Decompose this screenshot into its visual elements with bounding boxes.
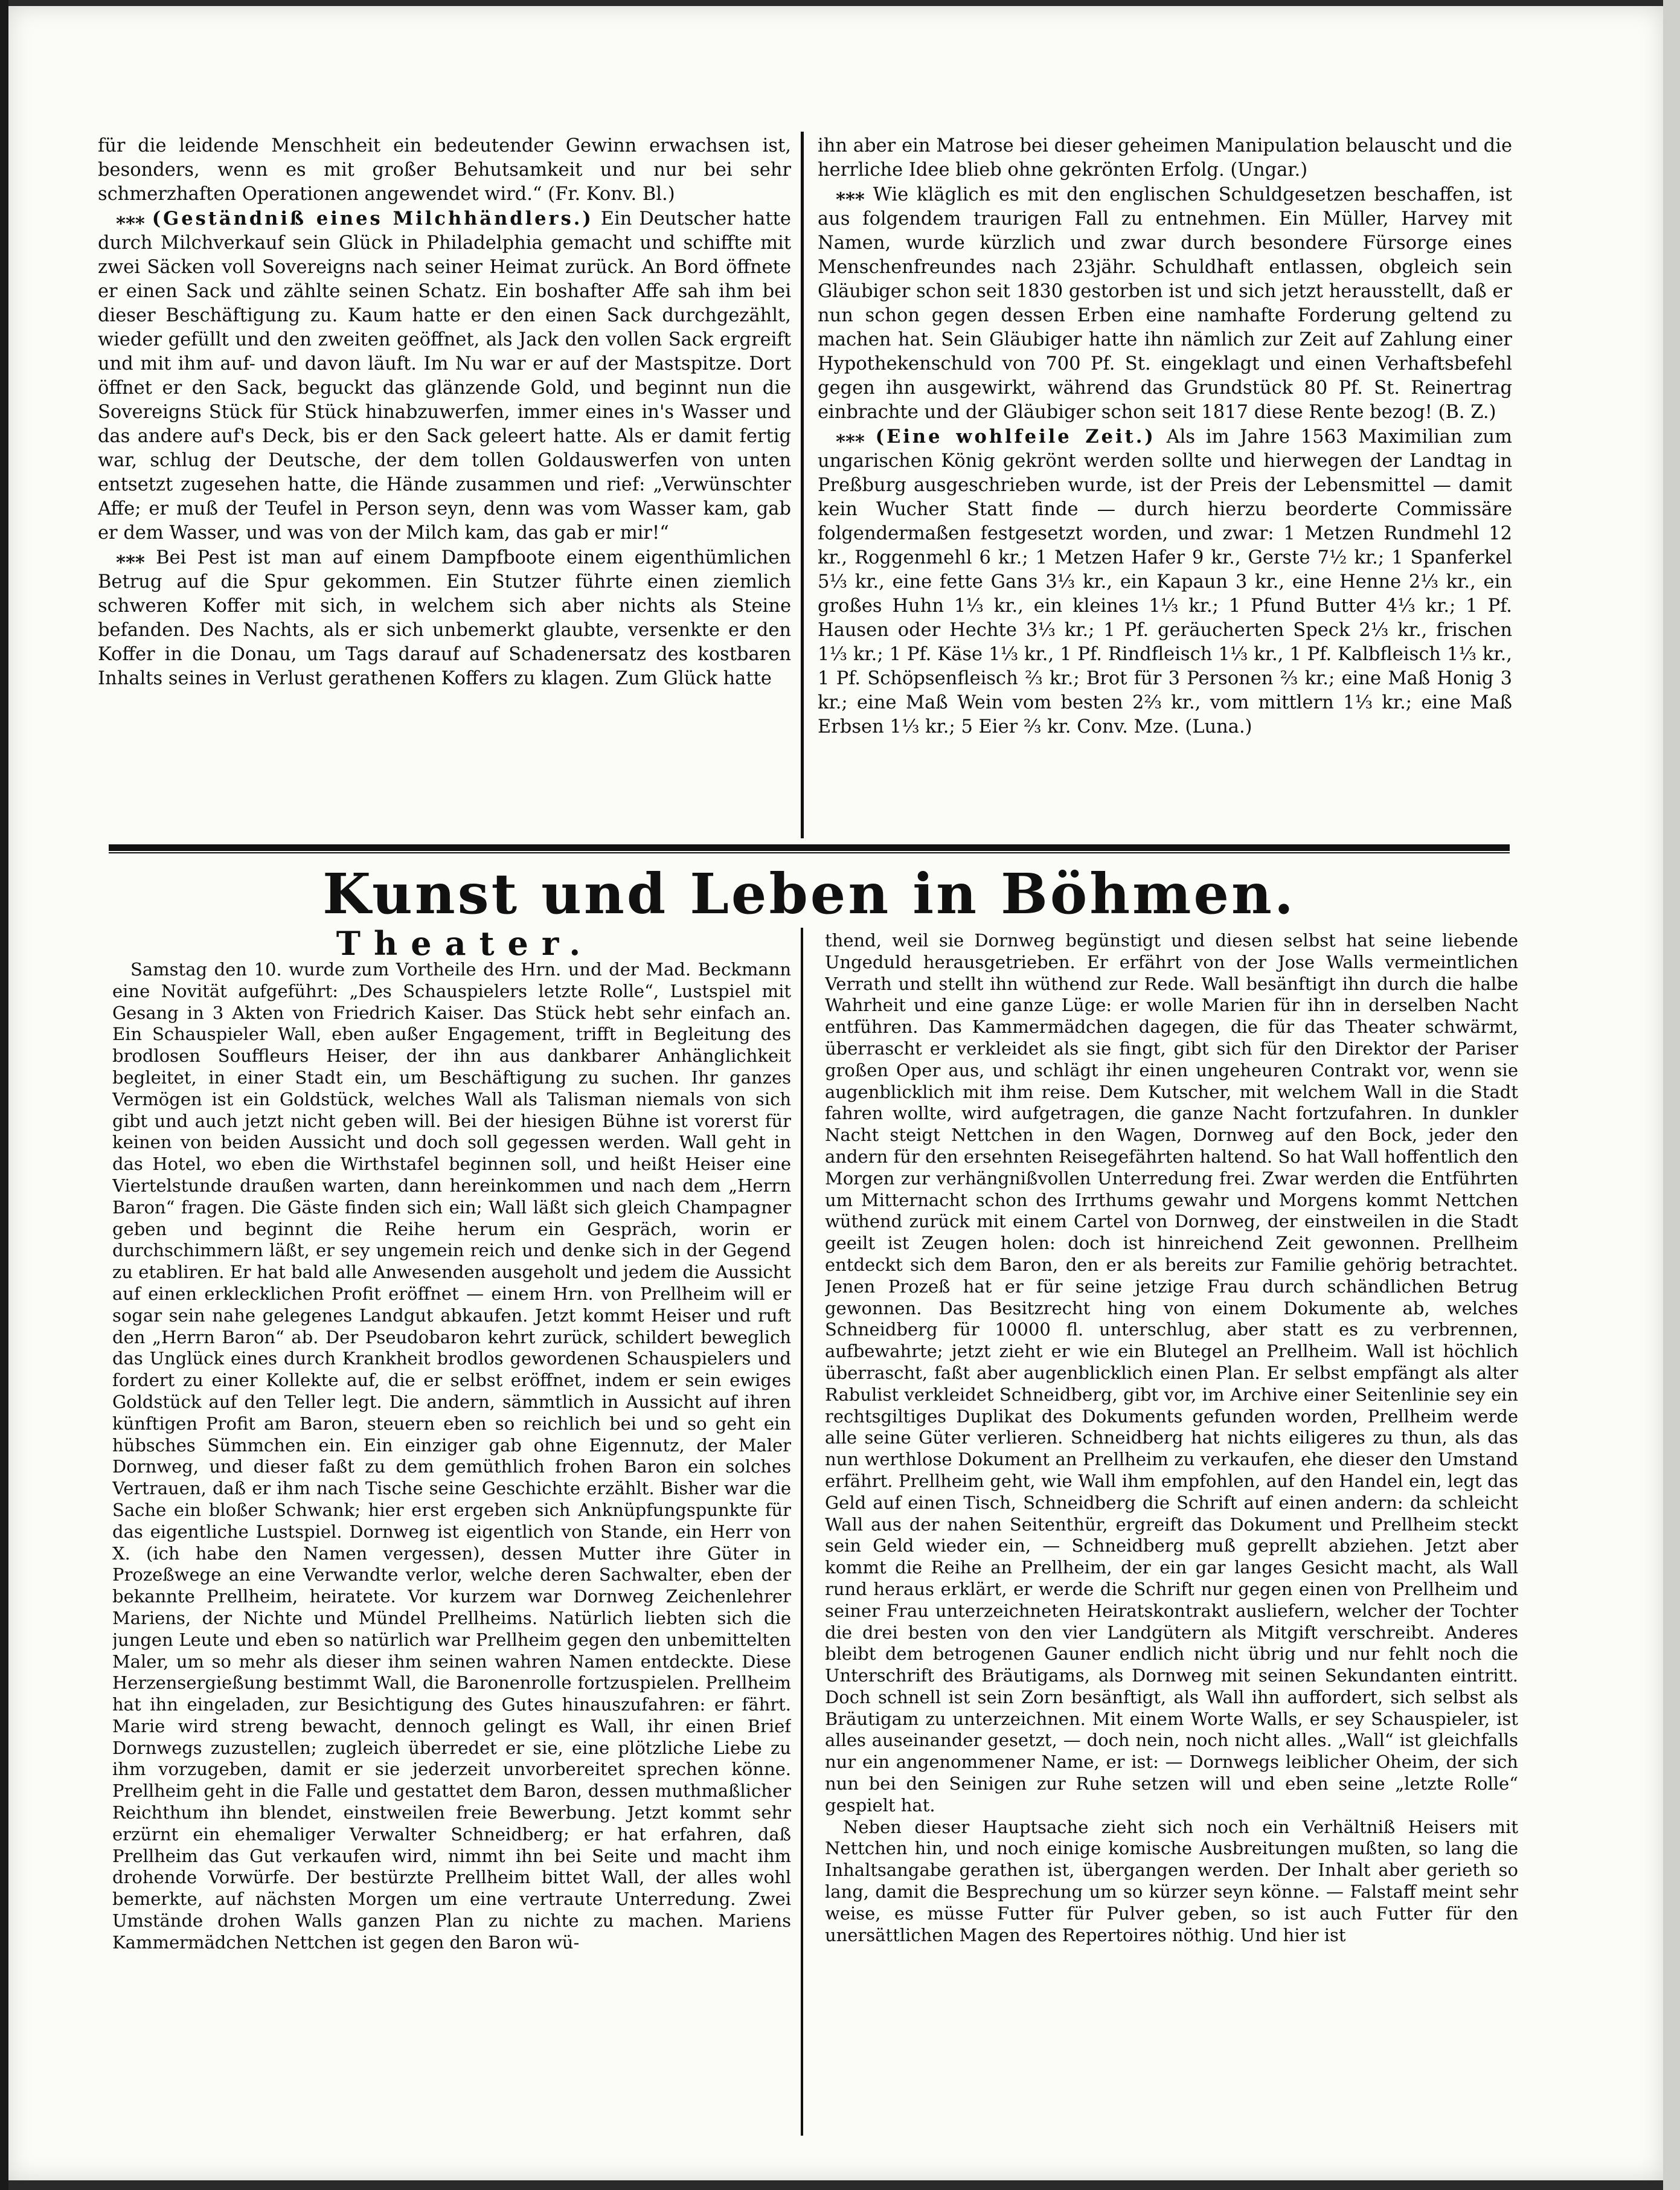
paragraph <box>818 425 1512 739</box>
column-divider <box>801 928 803 2136</box>
article-title: (Eine wohlfeile Zeit.) <box>875 426 1156 448</box>
article-text: Ein Deutscher hatte durch Milchverkauf sein Glück in Philadelphia gemacht und schiffte mit zwei Säcken voll Sovereigns nach seiner Heimat zurück. An Bord öffnete er einen Sack und zählte seinen Schatz. Ein boshafter Affe sah ihm bei dieser Beschäftigung zu. Kaum hatte er den einen Sack durchgezählt, wieder gefüllt und den zweiten geöffnet, als Jack den vollen Sack ergreift und mit ihm auf- und davon läuft. Im Nu war er auf der Mastspitze. Dort öffnet er den Sack, beguckt das glänzende Gold, und beginnt nun die Sovereigns Stück für Stück hinabzuwerfen, immer eines in's Wasser und das andere auf's Deck, bis er den Sack geleert hatte. Als er damit fertig war, schlug der Deutsche, der dem tollen Goldauswerfen von unten entsetzt zugesehen hatte, die Hände zusammen und rief: „Verwünschter Affe; er muß der Teufel in Person seyn, denn was vom Wasser kam, gab er dem Wasser, und was von der Milch kam, das gab er mir!“ <box>98 208 791 544</box>
paragraph <box>98 545 791 691</box>
section-rule <box>109 844 1510 851</box>
paragraph: Neben dieser Hauptsache zieht sich noch ein Verhältniß Heisers mit Nettchen hin, und noch einige komische Ausbreitungen mußten, so lang die Inhaltsangabe gerathen ist, übergangen werden. Der Inhalt aber gerieth so lang, damit die Besprechung um so kürzer seyn könne. — Falstaff meint sehr weise, es müsse Futter für Pulver geben, so ist auch Futter für den unersättlichen Magen des Repertoires nöthig. Und hier ist <box>825 1816 1518 1945</box>
column-bottom-left <box>112 959 791 2119</box>
paragraph: ihn aber ein Matrose bei dieser geheimen Manipulation belauscht und die herrliche Idee blieb ohne gekrönten Erfolg. (Ungar.) <box>818 135 1512 181</box>
paragraph: Samstag den 10. wurde zum Vortheile des Hrn. und der Mad. Beckmann eine Novität aufgeführt: „Des Schauspielers letzte Rolle“, Lustspiel mit Gesang in 3 Akten von Friedrich Kaiser. Das Stück hebt sehr einfach an. Ein Schauspieler Wall, eben außer Engagement, trifft in Begleitung des brodlosen Souffleurs Heiser, der ihn aus dankbarer Anhänglichkeit begleitet, in einer Stadt ein, um Beschäftigung zu suchen. Ihr ganzes Vermögen ist ein Goldstück, welches Wall als Talisman niemals von sich gibt und auch jetzt nicht geben will. Bei der hiesigen Bühne ist vorerst für keinen von beiden Aussicht und doch soll gegessen werden. Wall geht in das Hotel, wo eben die Wirthstafel beginnen soll, und heißt Heiser eine Viertelstunde draußen warten, dann hereinkommen und nach dem „Herrn Baron“ fragen. Die Gäste finden sich ein; Wall läßt sich gleich Champagner geben und beginnt die Reihe herum ein Gespräch, worin er durchschimmern läßt, er sey ungemein reich und denke sich in der Gegend zu etabliren. Er hat bald alle Anwesenden ausgeholt und jedem die Aussicht auf einen erklecklichen Profit eröffnet — einem Hrn. von Prellheim will er sogar sein nahe gelegenes Landgut abkaufen. Jetzt kommt Heiser und ruft den „Herrn Baron“ ab. Der Pseudobaron kehrt zurück, schildert beweglich das Unglück eines durch Krankheit brodlos gewordenen Schauspielers und fordert zu einer Kollekte auf, die er selbst eröffnet, indem er sein ewiges Goldstück auf den Teller legt. Die andern, sämmtlich in Aussicht auf ihren künftigen Profit am Baron, steuern eben so reichlich bei und so geht ein hübsches Sümmchen ein. Ein einziger gab ohne Eigennutz, der Maler Dornweg, und dieser faßt zu dem gemüthlich frohen Baron ein solches Vertrauen, daß er ihm nach Tische seine Geschichte erzählt. Bisher war die Sache ein bloßer Schwank; hier erst ergeben sich Anknüpfungspunkte für das eigentliche Lustspiel. Dornweg ist eigentlich von Stande, ein Herr von X. (ich habe den Namen vergessen), dessen Mutter ihre Güter in Prozeßwege an eine Verwandte verlor, welche deren Sachwalter, eben der bekannte Prellheim, heiratete. Vor kurzem war Dornweg Zeichenlehrer Mariens, der Nichte und Mündel Prellheims. Natürlich liebten sich die jungen Leute und eben so natürlich war Prellheim gegen den unbemittelten Maler, um so mehr als dieser ihm seinen wahren Namen entdeckte. Diese Herzensergießung bestimmt Wall, die Baronenrolle fortzuspielen. Prellheim hat ihn eingeladen, zur Besichtigung des Gutes hinauszufahren: er fährt. Marie wird streng bewacht, dennoch gelingt es Wall, ihr einen Brief Dornwegs zuzustellen; zugleich überredet er sie, eine plötzliche Liebe zu ihm vorzugeben, damit er sie jederzeit unvorbereitet sprechen könne. Prellheim geht in die Falle und gestattet dem Baron, dessen muthmaßlicher Reichthum ihn blendet, einstweilen freie Bewerbung. Jetzt kommt sehr erzürnt ein ehemaliger Verwalter Schneidberg; er hat erfahren, daß Prellheim das Gut verkaufen wird, nimmt ihn bei Seite und macht ihm drohende Vorwürfe. Der bestürzte Prellheim bittet Wall, der alles wohl bemerkte, auf nächsten Morgen um eine vertraute Unterredung. Zwei Umstände drohen Walls ganzen Plan zu nichte zu machen. Mariens Kammermädchen Nettchen ist gegen den Baron wü- <box>112 959 791 1953</box>
article-text: Bei Pest ist man auf einem Dampfboote einem eigenthümlichen Betrug auf die Spur gekommen. Ein Stutzer führte einen ziemlich schweren Koffer mit sich, in welchem sich aber nichts als Steine befanden. Des Nachts, als er sich unbemerkt glaubte, versenkte er den Koffer in die Donau, um Tags darauf auf Schadenersatz des kostbaren Inhalts seines in Verlust gerathenen Koffers zu klagen. Zum Glück hatte <box>98 547 791 689</box>
section-rule-thin <box>109 852 1510 853</box>
asterism-mark: ⁎⁎⁎ <box>116 547 145 568</box>
paragraph: thend, weil sie Dornweg begünstigt und diesen selbst hat seine liebende Ungeduld herausgetrieben. Er erfährt von der Jose Walls vermeintlichen Verrath und stellt ihn wüthend zur Rede. Wall besänftigt ihn durch die halbe Wahrheit und eine ganze Lüge: er wolle Marien für ihn in derselben Nacht entführen. Das Kammermädchen dagegen, die für das Theater schwärmt, überrascht er verkleidet als sie fingt, gibt sich für den Direktor der Pariser großen Oper aus, und schlägt ihr einen ungeheuren Contrakt vor, wenn sie augenblicklich mit ihm reise. Dem Kutscher, mit welchem Wall in die Stadt fahren wollte, wird aufgetragen, die ganze Nacht fortzufahren. In dunkler Nacht steigt Nettchen in den Wagen, Dornweg auf den Bock, jeder den andern für den ersehnten Reisegefährten haltend. So hat Wall hoffentlich den Morgen zur verhängnißvollen Unterredung frei. Zwar werden die Entführten um Mitternacht schon des Irrthums gewahr und Morgens kommt Nettchen wüthend zurück mit einem Cartel von Dornweg, der einstweilen in die Stadt geeilt ist Zeugen holen: doch ist hinreichend Zeit gewonnen. Prellheim entdeckt sich dem Baron, den er als bereits zur Familie gehörig betrachtet. Jenen Prozeß hat er für seine jetzige Frau durch schändlichen Betrug gewonnen. Das Besitzrecht hing von einem Dokumente ab, welches Schneidberg für 10000 fl. unterschlug, aber statt es zu verbrennen, aufbewahrte; jetzt zieht er wie ein Blutegel an Prellheim. Wall ist höchlich überrascht, faßt aber augenblicklich einen Plan. Er selbst empfängt als alter Rabulist verkleidet Schneidberg, gibt vor, im Archive einer Seitenlinie sey ein rechtsgiltiges Duplikat des Dokuments gefunden worden, Prellheim werde alle seine Güter verlieren. Schneidberg hat nichts eiligeres zu thun, als das nun werthlose Dokument an Prellheim zu verkaufen, ehe dieser den Umstand erfährt. Prellheim geht, wie Wall ihm empfohlen, auf den Handel ein, legt das Geld auf einen Tisch, Schneidberg die Schrift auf einen andern: da schleicht Wall aus der nahen Seitenthür, ergreift das Dokument und Prellheim steckt sein Geld wieder ein, — Schneidberg muß geprellt abziehen. Jetzt aber kommt die Reihe an Prellheim, der ein gar langes Gesicht macht, als Wall rund heraus erklärt, er werde die Schrift nur gegen einen von Prellheim und seiner Frau unterzeichneten Heiratskontrakt ausliefern, welcher der Tochter die drei besten von den vier Landgütern als Mitgift verschreibt. Anderes bleibt dem betrogenen Gauner endlich nicht übrig und nur fehlt noch die Unterschrift des Bräutigams, als Dornweg mit seinen Sekundanten eintritt. Doch schnell ist sein Zorn besänftigt, als Wall ihn auffordert, sich selbst als Bräutigam zu unterzeichnen. Mit einem Worte Walls, er sey Schauspieler, ist alles auseinander gesetzt, — doch nein, noch nicht alles. „Wall“ ist gleichfalls nur ein angenommener Name, er ist: — Dornwegs leiblicher Oheim, der sich nun bei den Seinigen zur Ruhe setzen will und eben seine „letzte Rolle“ gespielt hat. <box>825 930 1518 1816</box>
article-text: Als im Jahre 1563 Maximilian zum ungarischen König gekrönt werden sollte und hierwegen der Landtag in Preßburg ausgeschrieben wurde, ist der Preis der Lebensmittel — damit kein Wucher Statt finde — durch hierzu beorderte Commissäre folgendermaßen festgesetzt worden, und zwar: 1 Metzen Rundmehl 12 kr., Roggenmehl 6 kr.; 1 Metzen Hafer 9 kr., Gerste 7½ kr.; 1 Spanferkel 5⅓ kr., eine fette Gans 3⅓ kr., ein Kapaun 3 kr., eine Henne 2⅓ kr., ein großes Huhn 1⅓ kr., ein kleines 1⅓ kr.; 1 Pfund Butter 4⅓ kr.; 1 Pf. Hausen oder Hechte 3⅓ kr.; 1 Pf. geräucherten Speck 2⅓ kr., frischen 1⅓ kr.; 1 Pf. Käse 1⅓ kr., 1 Pf. Rindfleisch 1⅓ kr., 1 Pf. Kalbfleisch 1⅓ kr., 1 Pf. Schöpsenfleisch ⅔ kr.; Brot für 3 Personen ⅔ kr.; eine Maß Honig 3 kr.; eine Maß Wein vom besten 2⅔ kr., vom mittlern 1⅓ kr.; eine Maß Erbsen 1⅓ kr.; 5 Eier ⅔ kr. Conv. Mze. (Luna.) <box>818 426 1512 737</box>
asterism-mark: ⁎⁎⁎ <box>836 184 865 205</box>
asterism-mark: ⁎⁎⁎ <box>116 208 145 230</box>
asterism-mark: ⁎⁎⁎ <box>836 426 865 448</box>
paragraph: für die leidende Menschheit ein bedeutender Gewinn erwachsen ist, besonders, wenn es mit großer Behutsamkeit und nur bei sehr schmerzhaften Operationen angewendet wird.“ (Fr. Konv. Bl.) <box>98 135 791 205</box>
column-top-left <box>98 134 791 835</box>
column-top-right <box>818 134 1512 835</box>
column-divider <box>801 132 804 838</box>
scan-right-edge <box>1663 0 1680 2190</box>
column-bottom-right <box>825 930 1518 2120</box>
section-subhead: Theater. <box>336 924 594 963</box>
paragraph <box>98 207 791 545</box>
section-headline: Kunst und Leben in Böhmen. <box>322 861 1296 926</box>
article-text: Wie kläglich es mit den englischen Schuldgesetzen beschaffen, ist aus folgendem traurigen Fall zu entnehmen. Ein Müller, Harvey mit Namen, wurde kürzlich und zwar durch besondere Fürsorge eines Menschenfreundes nach 23jähr. Schuldhaft entlassen, obgleich sein Gläubiger schon seit 1830 gestorben ist und sich jetzt herausstellt, daß er nun schon gegen dessen Erben eine namhafte Forderung geltend zu machen hat. Sein Gläubiger hatte ihn nämlich zur Zeit auf Zahlung einer Hypothekenschuld von 700 Pf. St. eingeklagt und einen Verhaftsbefehl gegen ihn ausgewirkt, während das Grundstück 80 Pf. St. Reinertrag einbrachte und der Gläubiger schon seit 1817 diese Rente bezog! (B. Z.) <box>818 184 1512 423</box>
paragraph <box>818 182 1512 425</box>
scan-left-edge <box>0 0 8 2190</box>
article-title: (Geständniß eines Milchhändlers.) <box>152 208 594 230</box>
